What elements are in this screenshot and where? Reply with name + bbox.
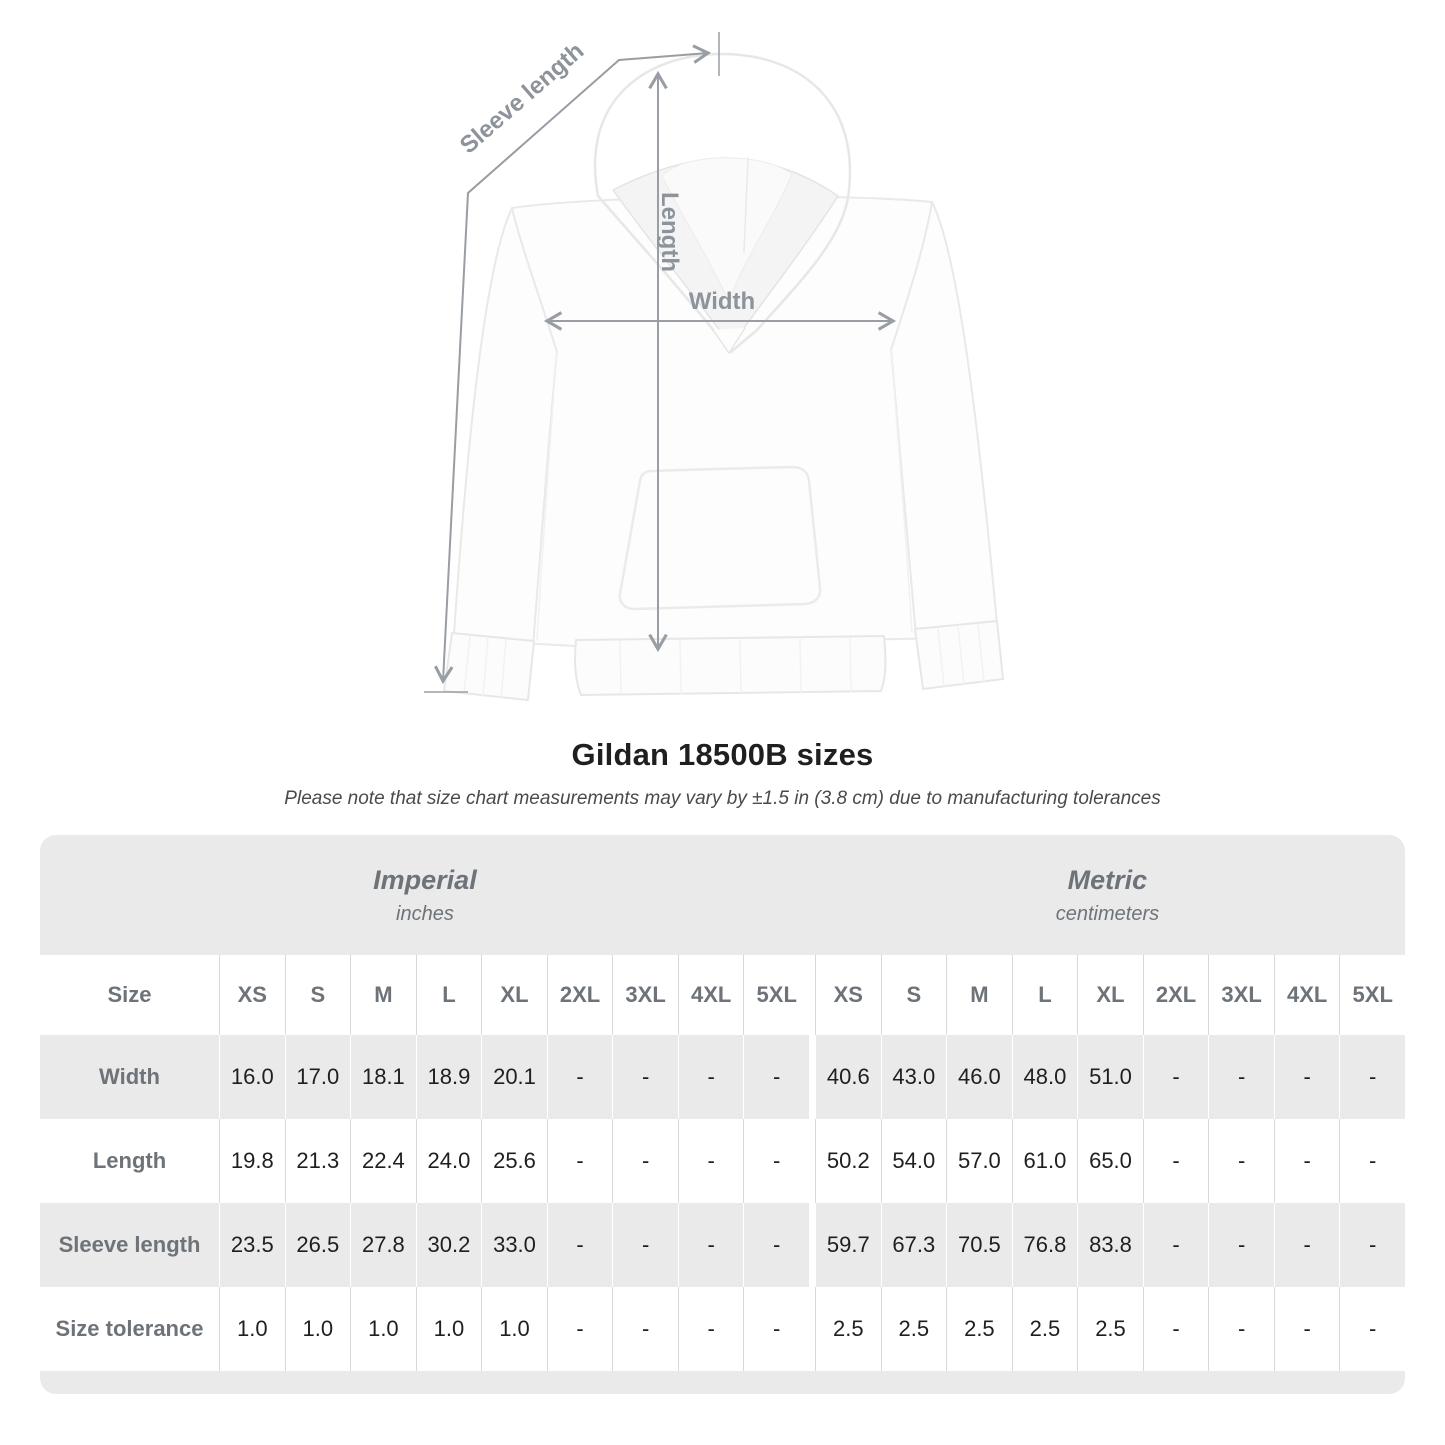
- size-col-header: S: [881, 955, 947, 1035]
- value-cell: 26.5: [285, 1203, 351, 1287]
- value-cell: 18.9: [416, 1035, 482, 1119]
- value-cell: -: [1143, 1287, 1209, 1371]
- size-col-header: 3XL: [612, 955, 678, 1035]
- value-cell: -: [1339, 1035, 1405, 1119]
- imperial-title: Imperial: [373, 864, 477, 895]
- value-cell: -: [1274, 1035, 1340, 1119]
- table-row: [40, 1287, 1405, 1371]
- page-title: Gildan 18500B sizes: [571, 737, 874, 772]
- value-cell: -: [743, 1035, 809, 1119]
- value-cell: -: [1143, 1035, 1209, 1119]
- value-cell: -: [678, 1035, 744, 1119]
- size-col-header: 4XL: [678, 955, 744, 1035]
- size-col-header: XL: [481, 955, 547, 1035]
- size-col-header: 5XL: [743, 955, 809, 1035]
- value-cell: -: [743, 1203, 809, 1287]
- size-col-header: M: [350, 955, 416, 1035]
- value-cell: 57.0: [946, 1119, 1012, 1203]
- value-cell: 65.0: [1077, 1119, 1143, 1203]
- value-cell: -: [612, 1287, 678, 1371]
- table-rows: [40, 1035, 1405, 1371]
- value-cell: -: [1208, 1287, 1274, 1371]
- value-cell: 61.0: [1012, 1119, 1078, 1203]
- value-cell: 54.0: [881, 1119, 947, 1203]
- tolerance-note: Please note that size chart measurements may vary by ±1.5 in (3.8 cm) due to manufacturing tolerances: [284, 788, 1161, 809]
- value-cell: 21.3: [285, 1119, 351, 1203]
- value-cell: 48.0: [1012, 1035, 1078, 1119]
- row-label: Width: [99, 1064, 160, 1089]
- size-corner-label: Size: [107, 982, 152, 1007]
- value-cell: 2.5: [946, 1287, 1012, 1371]
- value-cell: -: [1143, 1119, 1209, 1203]
- value-cell: 59.7: [815, 1203, 881, 1287]
- size-col-header: L: [1012, 955, 1078, 1035]
- value-cell: -: [678, 1119, 744, 1203]
- size-col-header: XS: [219, 955, 285, 1035]
- value-cell: 70.5: [946, 1203, 1012, 1287]
- size-col-header: S: [285, 955, 351, 1035]
- value-cell: 27.8: [350, 1203, 416, 1287]
- value-cell: 1.0: [219, 1287, 285, 1371]
- value-cell: -: [1339, 1203, 1405, 1287]
- size-col-header: M: [946, 955, 1012, 1035]
- value-cell: 23.5: [219, 1203, 285, 1287]
- value-cell: 2.5: [815, 1287, 881, 1371]
- table-row: [40, 1203, 1405, 1287]
- value-cell: 18.1: [350, 1035, 416, 1119]
- value-cell: 51.0: [1077, 1035, 1143, 1119]
- value-cell: -: [1339, 1119, 1405, 1203]
- size-col-header: 3XL: [1208, 955, 1274, 1035]
- value-cell: 25.6: [481, 1119, 547, 1203]
- value-cell: -: [1208, 1203, 1274, 1287]
- value-cell: -: [743, 1119, 809, 1203]
- value-cell: 16.0: [219, 1035, 285, 1119]
- length-label: Length: [656, 192, 683, 272]
- size-col-header: 2XL: [547, 955, 613, 1035]
- value-cell: -: [547, 1119, 613, 1203]
- metric-unit: centimeters: [1055, 902, 1160, 925]
- unit-section-header: [40, 835, 1405, 955]
- table-row: [40, 1035, 1405, 1119]
- value-cell: -: [678, 1203, 744, 1287]
- metric-title: Metric: [1067, 864, 1148, 895]
- value-cell: 40.6: [815, 1035, 881, 1119]
- value-cell: -: [612, 1035, 678, 1119]
- value-cell: -: [612, 1119, 678, 1203]
- value-cell: -: [547, 1287, 613, 1371]
- value-cell: 43.0: [881, 1035, 947, 1119]
- size-col-header: 5XL: [1339, 955, 1405, 1035]
- imperial-section-header: [40, 835, 810, 955]
- value-cell: -: [1339, 1287, 1405, 1371]
- size-table: [40, 835, 1405, 1394]
- value-cell: -: [1208, 1035, 1274, 1119]
- value-cell: 30.2: [416, 1203, 482, 1287]
- value-cell: 50.2: [815, 1119, 881, 1203]
- metric-section-header: [810, 835, 1405, 955]
- value-cell: 2.5: [1077, 1287, 1143, 1371]
- row-label: Size tolerance: [55, 1316, 204, 1341]
- value-cell: 1.0: [350, 1287, 416, 1371]
- value-cell: -: [612, 1203, 678, 1287]
- table-row: [40, 1119, 1405, 1203]
- value-cell: 33.0: [481, 1203, 547, 1287]
- value-cell: 67.3: [881, 1203, 947, 1287]
- value-cell: -: [1208, 1119, 1274, 1203]
- value-cell: -: [1274, 1287, 1340, 1371]
- value-cell: -: [1143, 1203, 1209, 1287]
- value-cell: -: [1274, 1203, 1340, 1287]
- imperial-unit: inches: [396, 902, 454, 925]
- value-cell: 83.8: [1077, 1203, 1143, 1287]
- sleeve-length-label: Sleeve length: [454, 37, 590, 160]
- value-cell: -: [1274, 1119, 1340, 1203]
- value-cell: -: [678, 1287, 744, 1371]
- size-col-header: 4XL: [1274, 955, 1340, 1035]
- table-footer-band: [40, 1371, 1405, 1394]
- size-col-header: L: [416, 955, 482, 1035]
- size-col-header: XL: [1077, 955, 1143, 1035]
- value-cell: 46.0: [946, 1035, 1012, 1119]
- value-cell: -: [547, 1203, 613, 1287]
- value-cell: 20.1: [481, 1035, 547, 1119]
- size-col-header: XS: [815, 955, 881, 1035]
- value-cell: -: [743, 1287, 809, 1371]
- value-cell: 22.4: [350, 1119, 416, 1203]
- size-header-row: [40, 955, 1405, 1035]
- value-cell: 17.0: [285, 1035, 351, 1119]
- value-cell: 2.5: [881, 1287, 947, 1371]
- value-cell: -: [547, 1035, 613, 1119]
- value-cell: 19.8: [219, 1119, 285, 1203]
- value-cell: 24.0: [416, 1119, 482, 1203]
- hoodie-illustration: [444, 54, 1003, 700]
- row-label: Sleeve length: [58, 1232, 201, 1257]
- size-col-header: 2XL: [1143, 955, 1209, 1035]
- value-cell: 2.5: [1012, 1287, 1078, 1371]
- value-cell: 1.0: [416, 1287, 482, 1371]
- value-cell: 1.0: [285, 1287, 351, 1371]
- width-label: Width: [688, 288, 756, 315]
- value-cell: 1.0: [481, 1287, 547, 1371]
- value-cell: 76.8: [1012, 1203, 1078, 1287]
- row-label: Length: [92, 1148, 167, 1173]
